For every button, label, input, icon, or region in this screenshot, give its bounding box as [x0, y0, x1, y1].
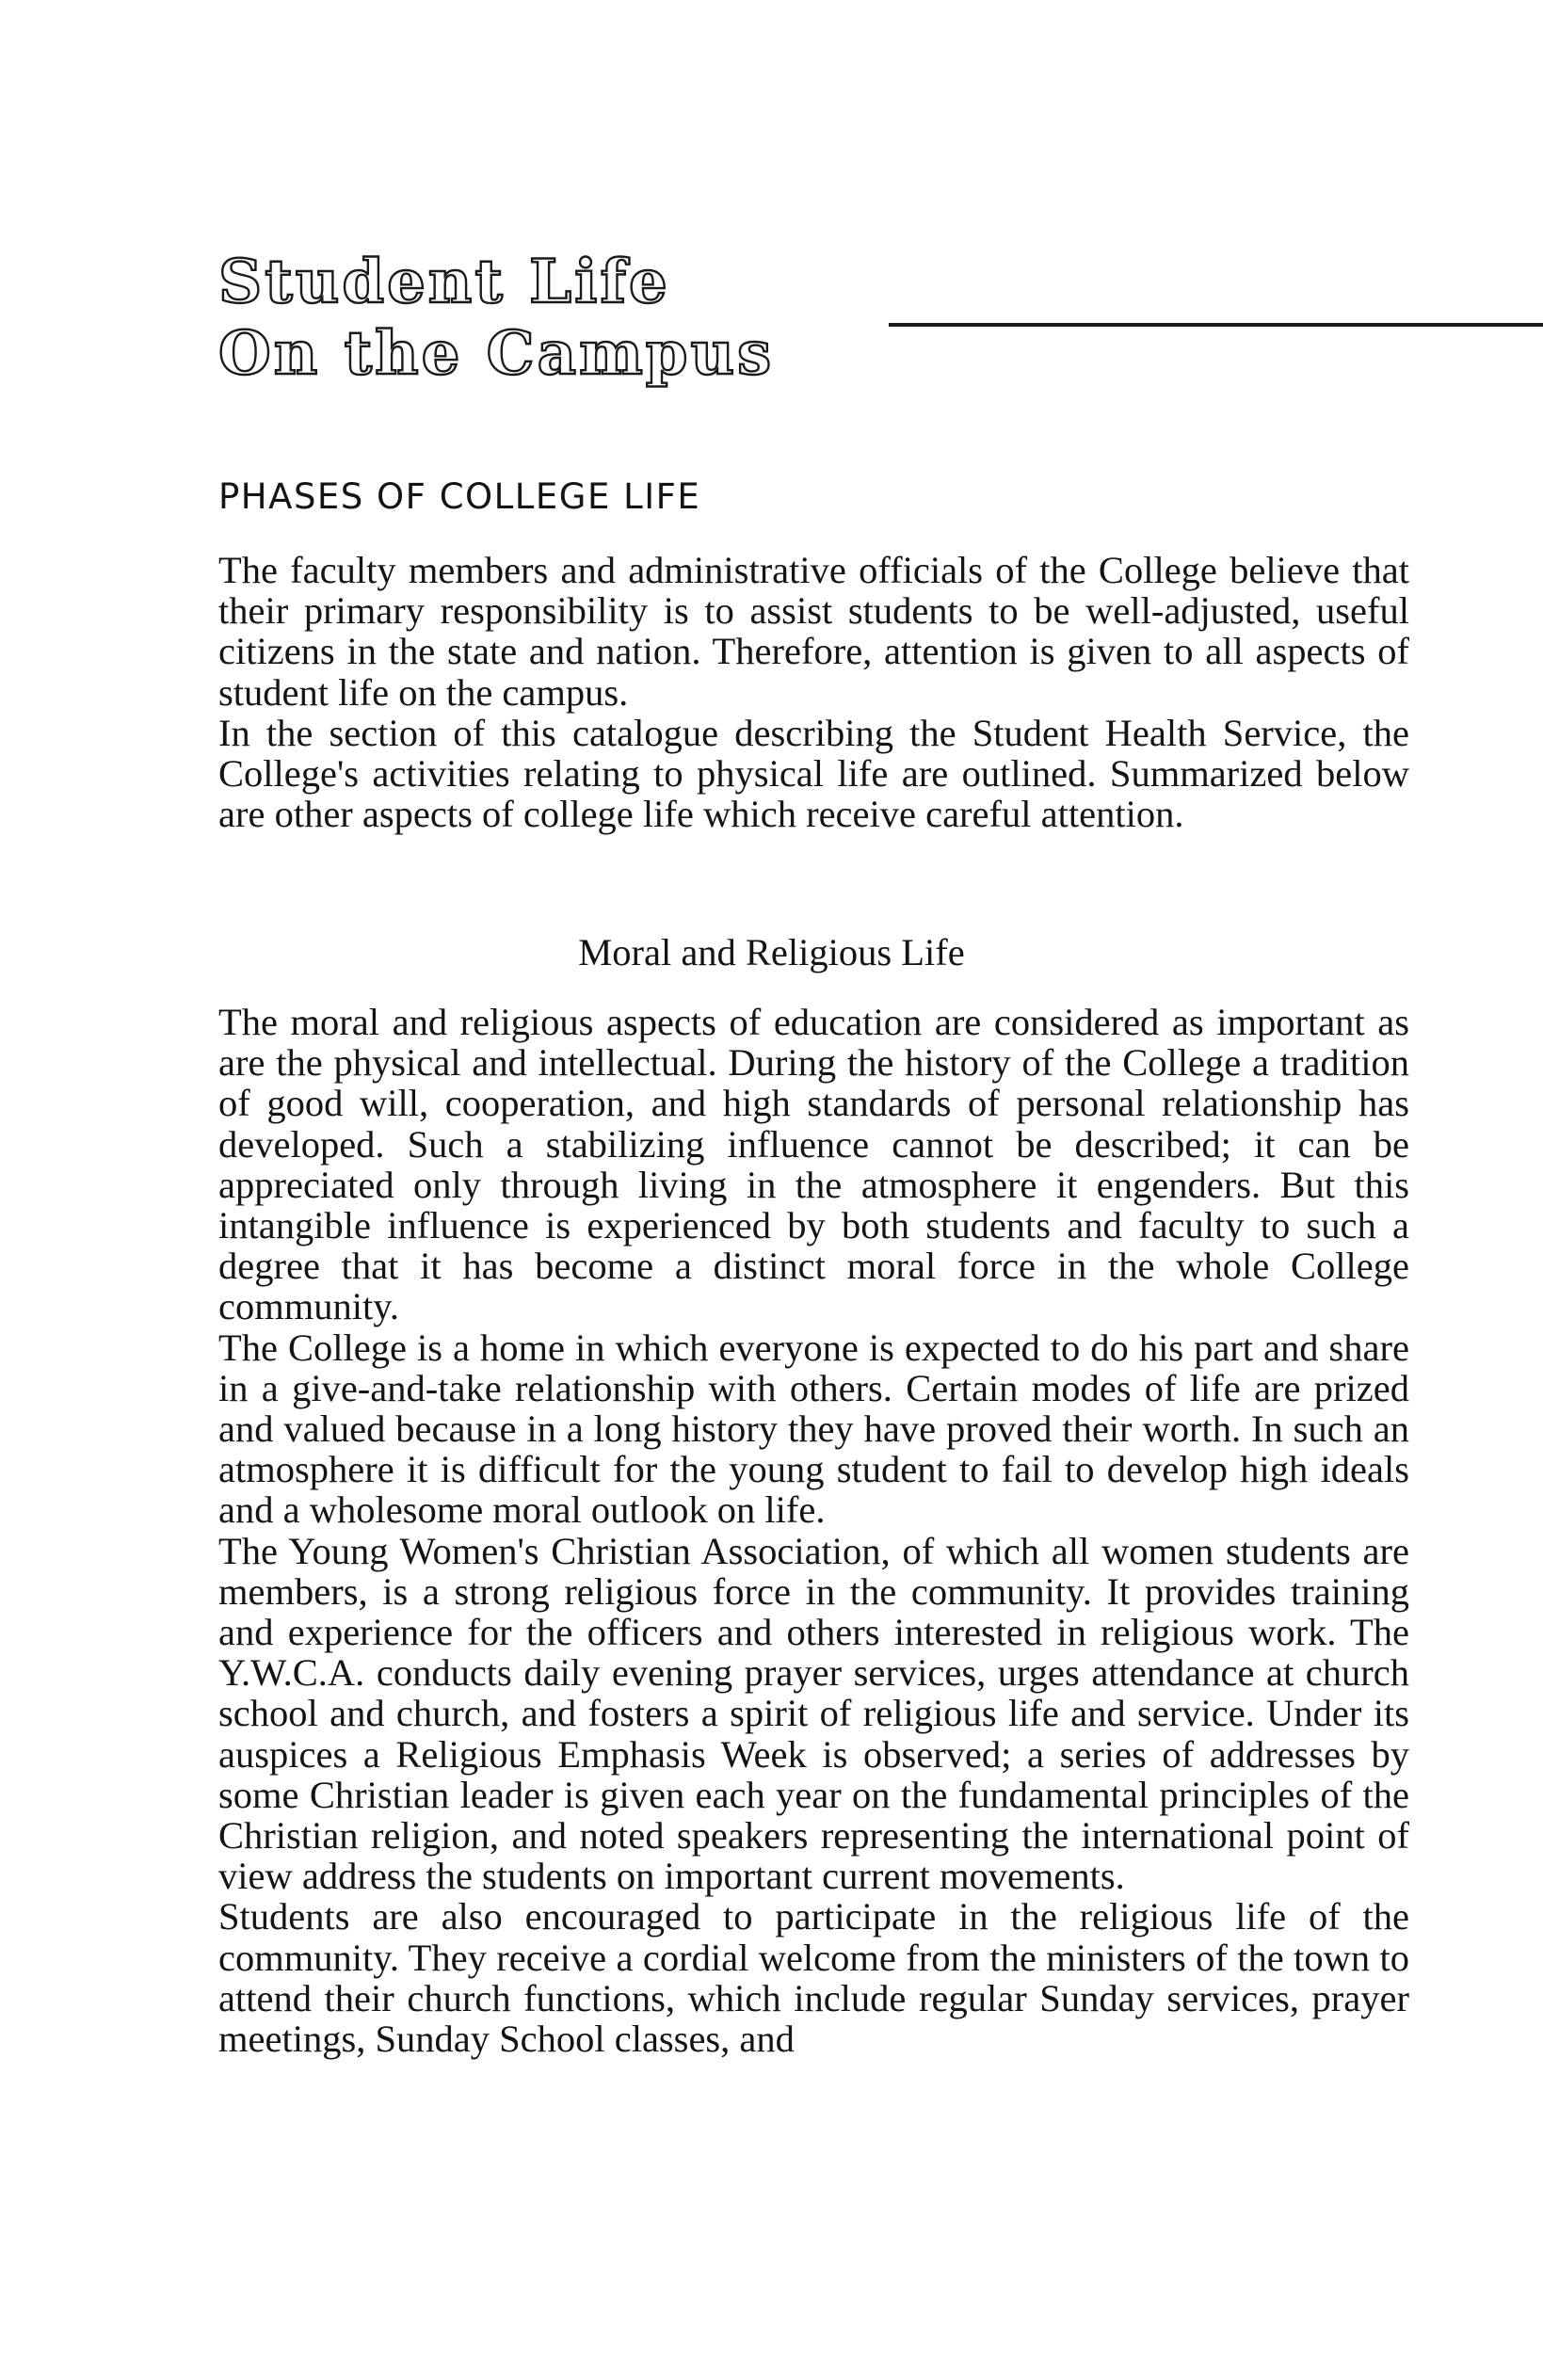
moral-religious-text — [218, 1002, 1409, 2059]
moral-paragraph-2: The College is a home in which everyone is expected to do his part and share in a give-and-take relationship with others. Certain modes of life are prized and valued because in a long history they have proved their worth. In such an atmosphere it is difficult for the young student to fail to develop high ideals and a wholesome moral outlook on life. — [218, 1326, 1409, 1532]
title-rule — [889, 323, 1543, 327]
chapter-title-line-2: On the Campus — [218, 318, 775, 389]
moral-paragraph-1: The moral and religious aspects of education are considered as important as are the physical and intellectual. During the history of the College a tradition of good will, cooperation, and high standards of personal relationship has developed. Such a stabilizing influence cannot be described; it can be appreciated only through living in the atmosphere it engenders. But this intangible influence is experienced by both students and faculty to such a degree that it has become a distinct moral force in the whole College community. — [218, 1001, 1409, 1328]
section-heading: PHASES OF COLLEGE LIFE — [218, 476, 701, 517]
chapter-title-line-1: Student Life — [218, 247, 670, 317]
intro-text — [218, 550, 1409, 834]
moral-paragraph-4: Students are also encouraged to participate in the religious life of the community. They receive a cordial welcome from the ministers of the town to attend their church functions, which include regular Sunday services, prayer meetings, Sunday School classes, and — [218, 1895, 1409, 2061]
moral-paragraph-3: The Young Women's Christian Association, of which all women students are members, is a strong religious force in the community. It provides training and experience for the officers and others interested in religious work. The Y.W.C.A. conducts daily evening prayer services, urges attendance at church school and church, and fosters a spirit of religious life and service. Under its auspices a Religious Emphasis Week is observed; a series of addresses by some Christian leader is given each year on the fundamental principles of the Christian religion, and noted speakers representing the international point of view address the students on important current movements. — [218, 1529, 1409, 1898]
subheading: Moral and Religious Life — [578, 931, 965, 973]
chapter-title — [218, 247, 1414, 397]
intro-paragraph-2: In the section of this catalogue describing the Student Health Service, the College's activities relating to physical life are outlined. Summarized below are other aspects of college life which receive careful attention. — [218, 711, 1409, 836]
intro-paragraph-1: The faculty members and administrative officials of the College believe that their primary responsibility is to assist students to be well-adjusted, useful citizens in the state and nation. Therefore, attention is given to all aspects of student life on the campus. — [218, 549, 1409, 714]
